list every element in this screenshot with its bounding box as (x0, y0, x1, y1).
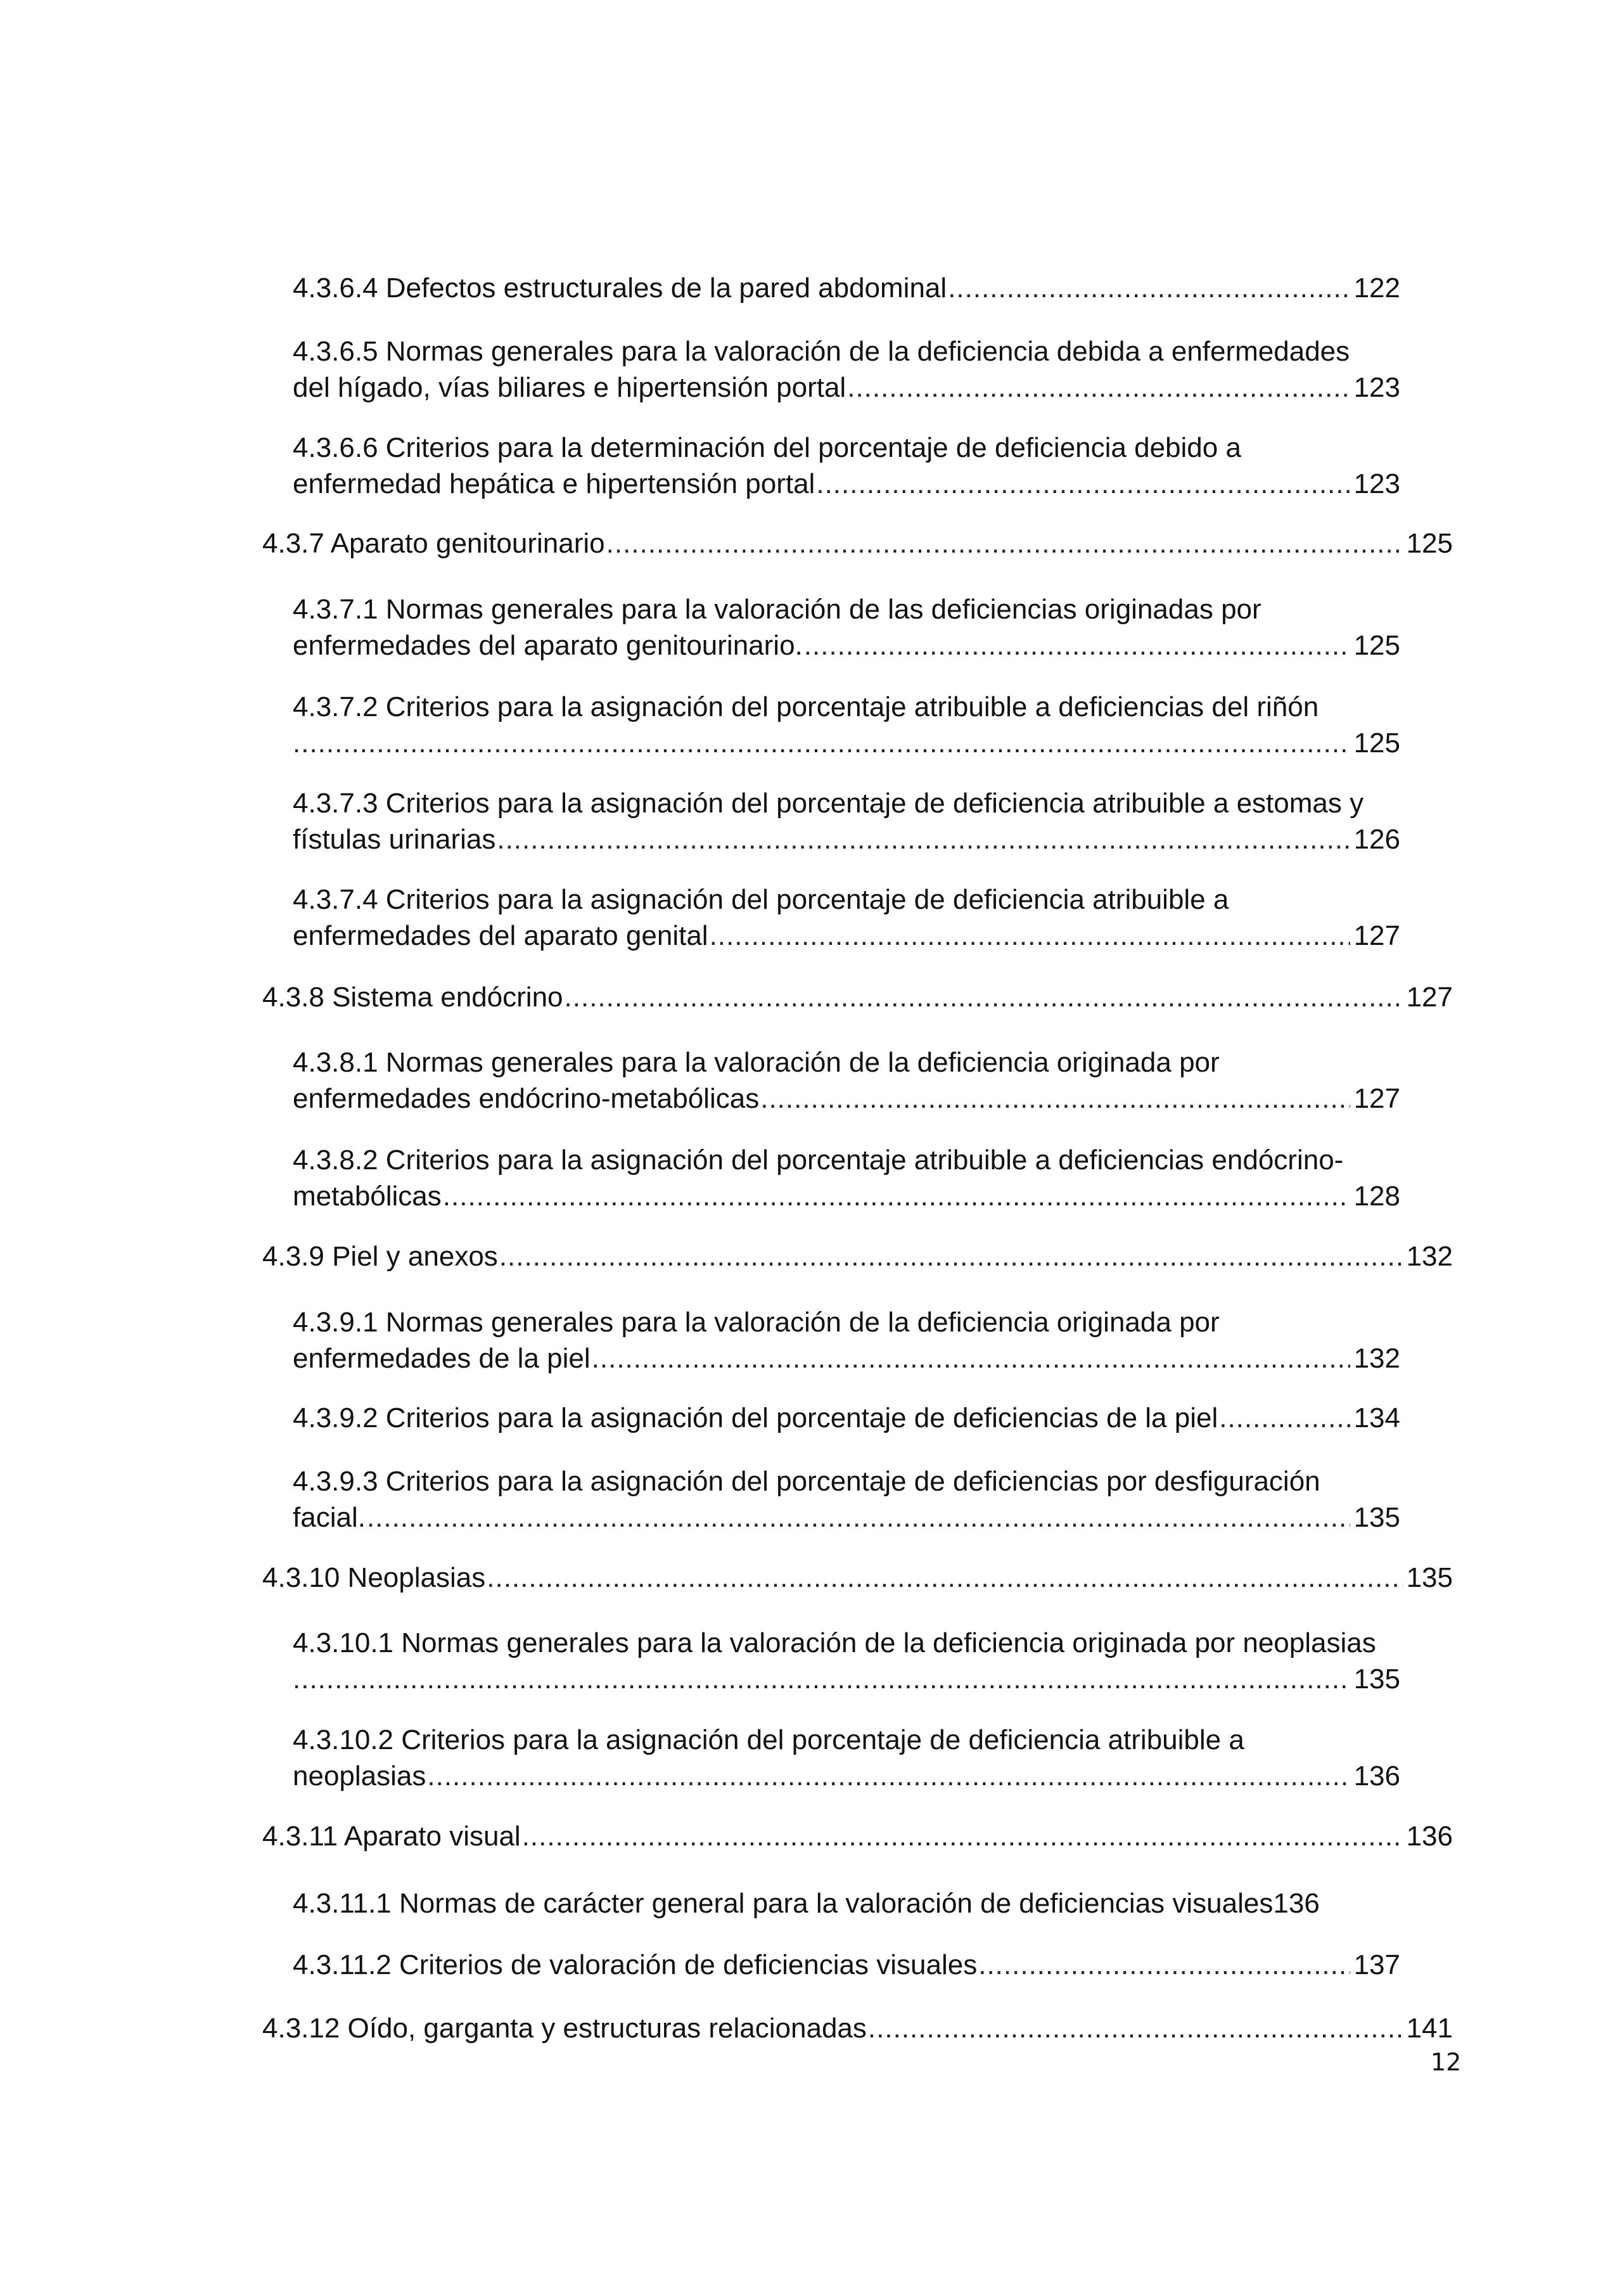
dot-leader (367, 1499, 1350, 1536)
toc-entry-title: 4.3.12 Oído, garganta y estructuras relacionadas (262, 2013, 867, 2044)
toc-entry-title: 4.3.7 Aparato genitourinario (262, 528, 605, 559)
toc-entry-title: 4.3.9.1 Normas generales para la valoración de la deficiencia originada por (293, 1307, 1220, 1338)
toc-entry-4-3-8[interactable] (262, 979, 1453, 1015)
dot-leader (592, 1340, 1350, 1376)
dot-leader (522, 1818, 1403, 1854)
toc-entry-page: 128 (1353, 1181, 1400, 1212)
toc-entry-page: 134 (1353, 1402, 1400, 1433)
toc-entry-title: 4.3.6.6 Criterios para la determinación del porcentaje de deficiencia debido a (293, 432, 1241, 463)
dot-leader (499, 1238, 1403, 1274)
toc-entry-4-3-10[interactable] (262, 1560, 1453, 1596)
toc-entry-title: 4.3.7.1 Normas generales para la valoración de las deficiencias originadas por (293, 594, 1261, 625)
toc-entry-page: 141 (1406, 2013, 1453, 2044)
dot-leader (710, 918, 1350, 954)
toc-entry-4-3-8-1[interactable] (293, 1044, 1400, 1117)
toc-entry-4-3-7-4[interactable] (293, 882, 1400, 954)
toc-entry-title: 4.3.7.3 Criterios para la asignación del porcentaje de deficiencia atribuible a estomas y (293, 788, 1364, 819)
toc-entry-4-3-7[interactable] (262, 525, 1453, 561)
toc-entry-4-3-7-1[interactable] (293, 591, 1400, 664)
dot-leader (443, 1178, 1350, 1214)
toc-entry-4-3-6-5[interactable] (293, 333, 1400, 406)
toc-entry-4-3-7-3[interactable] (293, 785, 1400, 857)
toc-entry-title: 4.3.9.3 Criterios para la asignación del porcentaje de deficiencias por desfiguración (293, 1466, 1320, 1497)
dot-leader (487, 1560, 1402, 1596)
toc-entry-title: 4.3.9 Piel y anexos (262, 1241, 498, 1272)
toc-entry-title-continued: fístulas urinarias (293, 824, 496, 855)
toc-entry-title-continued: enfermedades de la piel (293, 1343, 591, 1374)
toc-entry-title-continued: enfermedad hepática e hipertensión portal (293, 468, 815, 499)
toc-entry-page: 132 (1353, 1343, 1400, 1374)
toc-entry-title: 4.3.11.1 Normas de carácter general para la valoración de deficiencias visuales (293, 1888, 1274, 1919)
toc-entry-page: 127 (1353, 920, 1400, 951)
toc-entry-page: 136 (1406, 1821, 1453, 1852)
toc-entry-title: 4.3.10.1 Normas generales para la valoración de la deficiencia originada por neoplasias (293, 1627, 1376, 1658)
toc-entry-page: 122 (1353, 273, 1400, 304)
toc-entry-title: 4.3.8.1 Normas generales para la valoración de la deficiencia originada por (293, 1047, 1220, 1078)
toc-entry-title-continued: enfermedades del aparato genital (293, 920, 708, 951)
toc-entry-page: 127 (1353, 1083, 1400, 1114)
dot-leader (847, 369, 1350, 406)
toc-entry-page: 126 (1353, 824, 1400, 855)
dot-leader (760, 1081, 1350, 1117)
toc-entry-title: 4.3.8 Sistema endócrino (262, 982, 563, 1013)
toc-entry-title-continued: metabólicas (293, 1181, 442, 1212)
toc-entry-4-3-12[interactable] (262, 2010, 1453, 2046)
toc-entry-page: 125 (1406, 528, 1453, 559)
toc-entry-title: 4.3.10.2 Criterios para la asignación del porcentaje de deficiencia atribuible a (293, 1724, 1244, 1755)
toc-entry-page: 136 (1353, 1760, 1400, 1792)
toc-entry-title-continued: enfermedades del aparato genitourinario. (293, 630, 803, 661)
toc-entry-4-3-6-4[interactable] (293, 270, 1400, 306)
toc-entry-title: 4.3.6.5 Normas generales para la valoración de la deficiencia debida a enfermedades (293, 336, 1350, 367)
toc-entry-title-continued: del hígado, vías biliares e hipertensión portal (293, 372, 846, 403)
dot-leader (606, 525, 1403, 561)
toc-entry-page: 132 (1406, 1241, 1453, 1272)
toc-entry-4-3-6-6[interactable] (293, 430, 1400, 502)
toc-entry-page: 127 (1406, 982, 1453, 1013)
toc-entry-title: 4.3.9.2 Criterios para la asignación del porcentaje de deficiencias de la piel (293, 1402, 1218, 1433)
toc-entry-title: 4.3.7.4 Criterios para la asignación del porcentaje de deficiencia atribuible a (293, 884, 1229, 915)
dot-leader (1219, 1400, 1350, 1436)
toc-entry-page: 125 (1353, 728, 1400, 759)
toc-entry-4-3-11-1[interactable] (293, 1885, 1400, 1921)
dot-leader (868, 2010, 1403, 2046)
toc-entry-page: 123 (1353, 372, 1400, 403)
toc-entry-page: 137 (1353, 1949, 1400, 1980)
toc-entry-4-3-10-2[interactable] (293, 1722, 1400, 1794)
toc-entry-4-3-9-2[interactable] (293, 1400, 1400, 1436)
toc-entry-title-continued: facial. (293, 1502, 366, 1533)
toc-entry-page: 125 (1353, 630, 1400, 661)
toc-entry-4-3-10-1[interactable] (293, 1625, 1400, 1697)
toc-entry-4-3-11-2[interactable] (293, 1947, 1400, 1983)
toc-entry-title: 4.3.7.2 Criterios para la asignación del porcentaje atribuible a deficiencias del riñón (293, 691, 1319, 722)
dot-leader (804, 627, 1350, 664)
toc-entry-title: 4.3.11 Aparato visual (262, 1821, 521, 1852)
page-number: 12 (1431, 2048, 1462, 2076)
dot-leader (978, 1947, 1350, 1983)
toc-entry-4-3-9-1[interactable] (293, 1304, 1400, 1376)
toc-entry-4-3-9[interactable] (262, 1238, 1453, 1274)
toc-entry-title: 4.3.6.4 Defectos estructurales de la pared abdominal (293, 273, 947, 304)
toc-entry-page: 135 (1353, 1502, 1400, 1533)
toc-entry-page: 135 (1353, 1664, 1400, 1695)
dot-leader (293, 1661, 1350, 1697)
dot-leader (293, 725, 1350, 761)
toc-entry-title: 4.3.8.2 Criterios para la asignación del porcentaje atribuible a deficiencias endócrino- (293, 1145, 1344, 1176)
toc-entry-title-continued: neoplasias (293, 1760, 426, 1792)
toc-entry-4-3-8-2[interactable] (293, 1142, 1400, 1214)
toc-entry-page: 135 (1406, 1562, 1453, 1593)
toc-entry-page: 136 (1273, 1888, 1320, 1919)
toc-entry-page: 123 (1353, 468, 1400, 499)
dot-leader (427, 1758, 1350, 1794)
toc-entry-4-3-11[interactable] (262, 1818, 1453, 1854)
dot-leader (948, 270, 1350, 306)
dot-leader (497, 821, 1350, 857)
dot-leader (816, 466, 1350, 502)
toc-entry-4-3-9-3[interactable] (293, 1463, 1400, 1536)
toc-entry-title: 4.3.11.2 Criterios de valoración de deficiencias visuales (293, 1949, 978, 1980)
toc-entry-4-3-7-2[interactable] (293, 689, 1400, 761)
dot-leader (565, 979, 1403, 1015)
toc-entry-title: 4.3.10 Neoplasias (262, 1562, 486, 1593)
toc-entry-title-continued: enfermedades endócrino-metabólicas (293, 1083, 760, 1114)
